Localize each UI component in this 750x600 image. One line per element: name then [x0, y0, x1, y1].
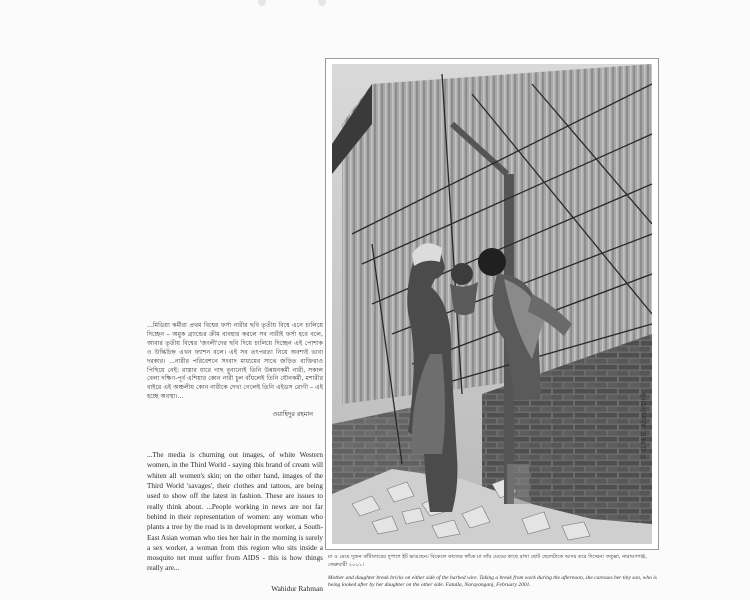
essay-column — [147, 322, 323, 593]
english-author: Wahidur Rahman — [271, 583, 323, 593]
bengali-author: ওয়াহিদুর রহমান — [272, 410, 313, 419]
english-essay-text: ...The media is churning out images, of white Western women, in the Third World - saying this brand of cream will whiten all women's skin; on the other hand, images of the Third World 'savages', their clothes and tattoos, are being used to show off the latest in fashion. These are issues to really think about. ...People working in news are not far behind in their representation of women: any woman who plants a tree by the road is in development worker, a South-East Asian woman who ties her hair in the morning is surely a sex worker, a woman from this region who sits inside a mosquito net must suffer from AIDS - this is how things really are... — [147, 451, 323, 573]
bengali-essay-text: ...মিডিয়া কর্মীরা প্রথম বিশ্বের ফর্সা নারীর ছবি তৃতীয় বিশ্বে এনে চালিয়ে দিচ্ছেন – অমুক ব্র্যান্ডের ক্রীম ব্যবহার করলে সব নারীই ফর্সা হবে বলে, আবার তৃতীয় বিশ্বের 'জংলী'দের ছবি দিয়ে চালিয়ে দিচ্ছেন এই পোশাক ও উল্কিচিহ্ন এখন ফ্যাশন বলে। এই সব তৎপরতা নিয়ে অবশ্যই ভাবা দরকার। ...নারীর পরিবেশনে সংবাদ মাধ্যমের সাথে জড়িত ব্যক্তিরাও পিছিয়ে নেই: রাস্তার ধারে গাছ বুনানোই তিনি উন্নয়নকর্মী নারী, সকাল বেলা দক্ষিণ-পূর্ব এশিয়ার কোন নারী চুল বাঁধলেই তিনি যৌনকর্মী, মশারীর বাইরে এই অঞ্চলীয় কোন নারীকে দেখা গেলেই তিনি এইডস রোগী – এই হচ্ছে অবস্থা।... — [147, 322, 323, 401]
binding-hole — [258, 0, 266, 6]
binding-hole — [318, 0, 326, 6]
caption-bengali: মা ও মেয়ে দুজন কাঁটাতারের দুপাশে ইট ভাঙছেন। বিকেলে কাজের ফাঁকে মা তাঁর মেয়ের কাছে রাখা ছোট ছেলেটাকে আদর করে দিচ্ছেন। ফতুল্লা, নারায়ণগঞ্জ, ফেব্রুয়ারী ২০০১। — [328, 554, 647, 568]
caption-english: Mother and daughter break bricks on either side of the barbed wire. Taking a break from work during the afternoon, she caresses her tiny son, who is being looked after by her daughter on the other side. Fatulla, Narayanganj, February 2001. — [328, 575, 657, 589]
photograph — [332, 64, 652, 544]
photo-illustration — [332, 64, 652, 544]
photo-credit: © G.M.B. Akash/Drik — [640, 392, 648, 460]
photo-frame — [325, 58, 659, 550]
